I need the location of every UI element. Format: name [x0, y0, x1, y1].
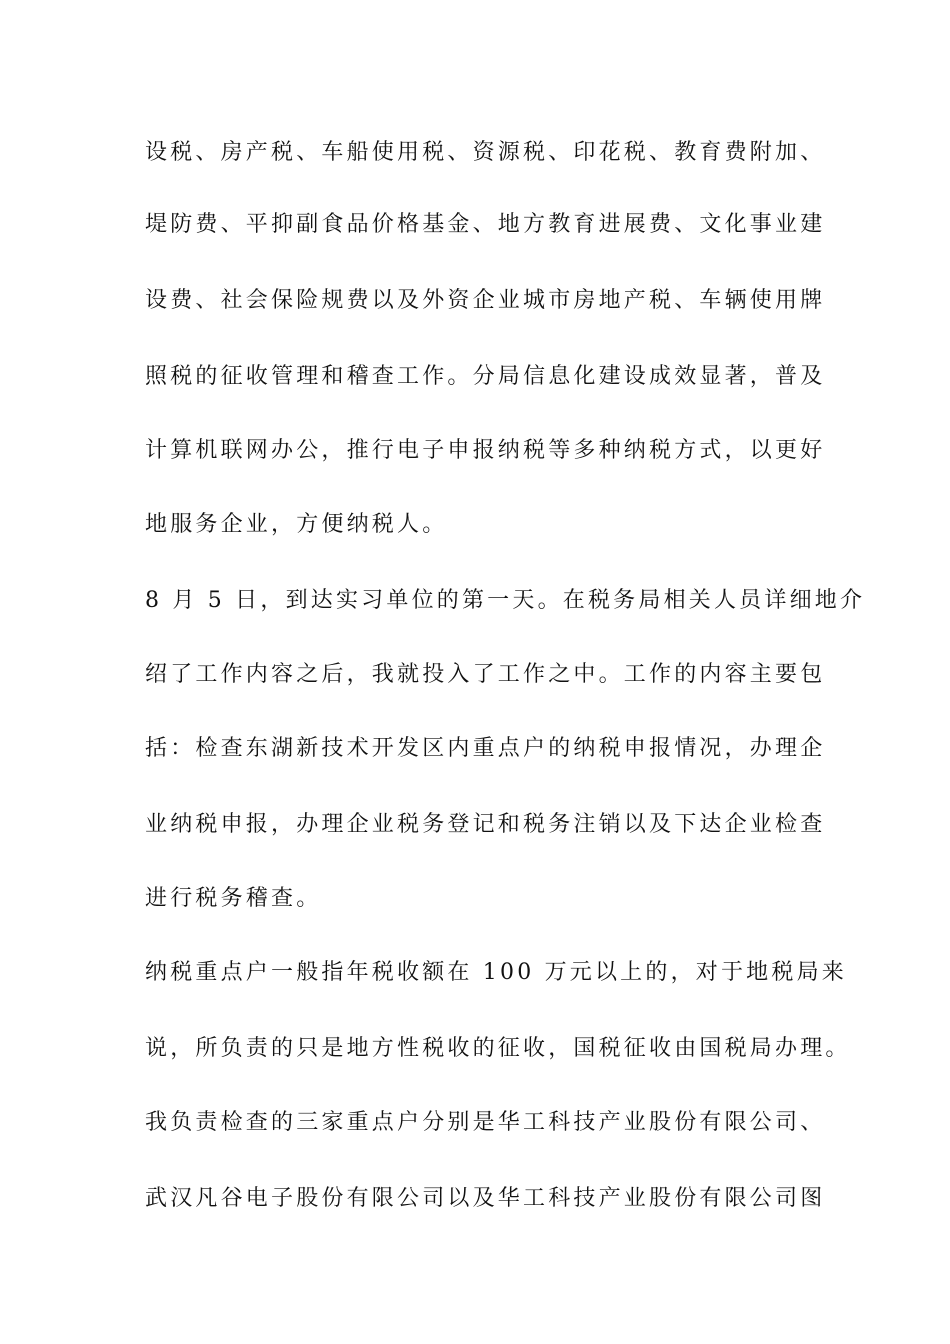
- text-line: 设费、社会保险规费以及外资企业城市房地产税、车辆使用牌: [145, 288, 826, 313]
- text-line: 业纳税申报，办理企业税务登记和税务注销以及下达企业检查: [145, 812, 826, 837]
- text-line: 纳税重点户一般指年税收额在 100 万元以上的，对于地税局来: [145, 960, 847, 985]
- text-line: 括：检查东湖新技术开发区内重点户的纳税申报情况，办理企: [145, 736, 826, 761]
- text-line: 照税的征收管理和稽查工作。分局信息化建设成效显著，普及: [145, 364, 826, 389]
- text-line: 武汉凡谷电子股份有限公司以及华工科技产业股份有限公司图: [145, 1186, 826, 1211]
- text-line: 我负责检查的三家重点户分别是华工科技产业股份有限公司、: [145, 1110, 826, 1135]
- text-line: 计算机联网办公，推行电子申报纳税等多种纳税方式，以更好: [145, 438, 826, 463]
- text-line: 堤防费、平抑副食品价格基金、地方教育进展费、文化事业建: [145, 212, 826, 237]
- text-line: 绍了工作内容之后，我就投入了工作之中。工作的内容主要包: [145, 662, 826, 687]
- text-line: 8 月 5 日，到达实习单位的第一天。在税务局相关人员详细地介: [145, 588, 866, 613]
- text-line: 地服务企业，方便纳税人。: [145, 512, 448, 537]
- text-line: 设税、房产税、车船使用税、资源税、印花税、教育费附加、: [145, 140, 826, 165]
- text-line: 进行税务稽查。: [145, 886, 322, 911]
- text-line: 说，所负责的只是地方性税收的征收，国税征收由国税局办理。: [145, 1036, 851, 1061]
